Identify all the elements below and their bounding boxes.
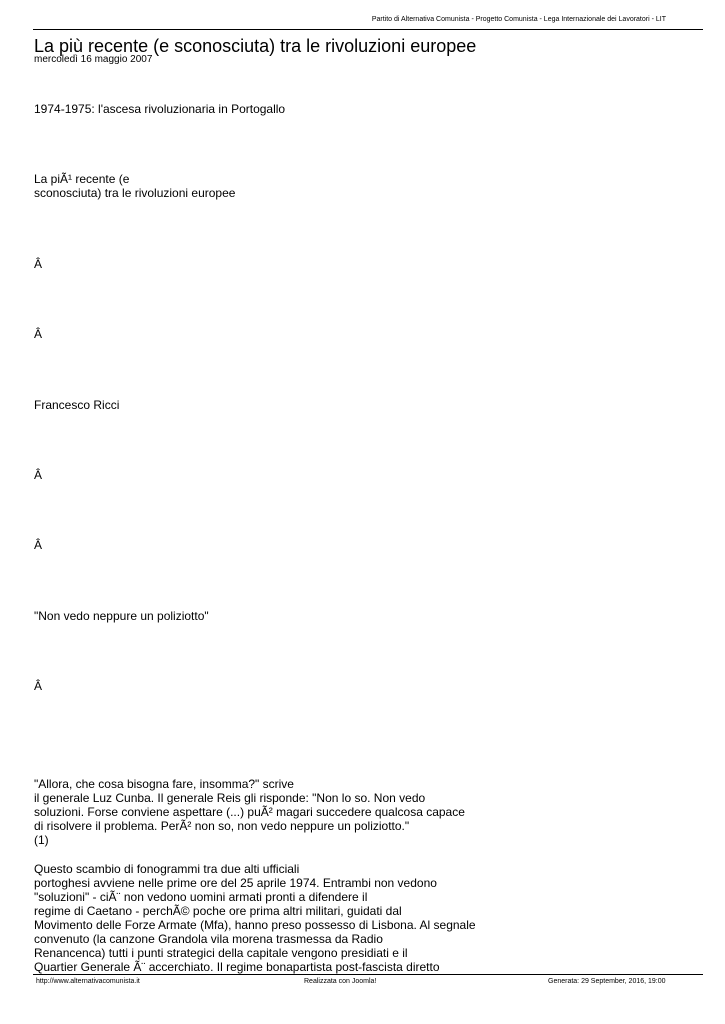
body-line: regime di Caetano - perchÃ© poche ore prima altri militari, guidati dal — [34, 904, 402, 918]
body-line: convenuto (la canzone Grandola vila morena trasmessa da Radio — [34, 932, 383, 946]
article-title: La più recente (e sconosciuta) tra le rivoluzioni europee — [34, 36, 477, 56]
body-line: di risolvere il problema. PerÃ² non so, non vedo neppure un poliziotto." — [34, 819, 410, 833]
section-heading: "Non vedo neppure un poliziotto" — [34, 609, 209, 623]
body-line: "soluzioni" - ciÃ¨ non vedono uomini armati pronti a difendere il — [34, 890, 368, 904]
body-line: Quartier Generale Ã¨ accerchiato. Il regime bonapartista post-fascista diretto — [34, 960, 440, 974]
body-line: portoghesi avviene nelle prime ore del 25 aprile 1974. Entrambi non vedono — [34, 876, 437, 890]
body-line: Questo scambio di fonogrammi tra due alti ufficiali — [34, 862, 300, 876]
body-line: Renancenca) tutti i punti strategici della capitale vengono presidiati e il — [34, 946, 408, 960]
body-line: La piÃ¹ recente (e — [34, 172, 130, 186]
body-line: Â — [34, 257, 43, 271]
header-divider — [33, 29, 703, 30]
body-line: sconosciuta) tra le rivoluzioni europee — [34, 186, 236, 200]
body-line: Â — [34, 327, 43, 341]
article-date: mercoledì 16 maggio 2007 — [34, 54, 153, 65]
footer-credit: Realizzata con Joomla! — [304, 978, 377, 985]
footer-generated: Generata: 29 September, 2016, 19:00 — [548, 978, 666, 985]
body-line: soluzioni. Forse conviene aspettare (...) puÃ² magari succedere qualcosa capace — [34, 805, 465, 819]
body-line: il generale Luz Cunba. Il generale Reis gli risponde: "Non lo so. Non vedo — [34, 791, 426, 805]
body-line: Movimento delle Forze Armate (Mfa), hanno preso possesso di Lisbona. Al segnale — [34, 918, 476, 932]
site-header: Partito di Alternativa Comunista - Progetto Comunista - Lega Internazionale dei Lavoratori - LIT — [371, 16, 666, 23]
footer-divider — [33, 974, 703, 975]
footer-url: http://www.alternativacomunista.it — [36, 978, 140, 985]
author: Francesco Ricci — [34, 398, 120, 412]
body-line: (1) — [34, 833, 49, 847]
body-line: Â — [34, 538, 43, 552]
body-line: "Allora, che cosa bisogna fare, insomma?" scrive — [34, 777, 294, 791]
body-line: Â — [34, 679, 43, 693]
subtitle: 1974-1975: l'ascesa rivoluzionaria in Portogallo — [34, 102, 286, 116]
body-line: Â — [34, 468, 43, 482]
